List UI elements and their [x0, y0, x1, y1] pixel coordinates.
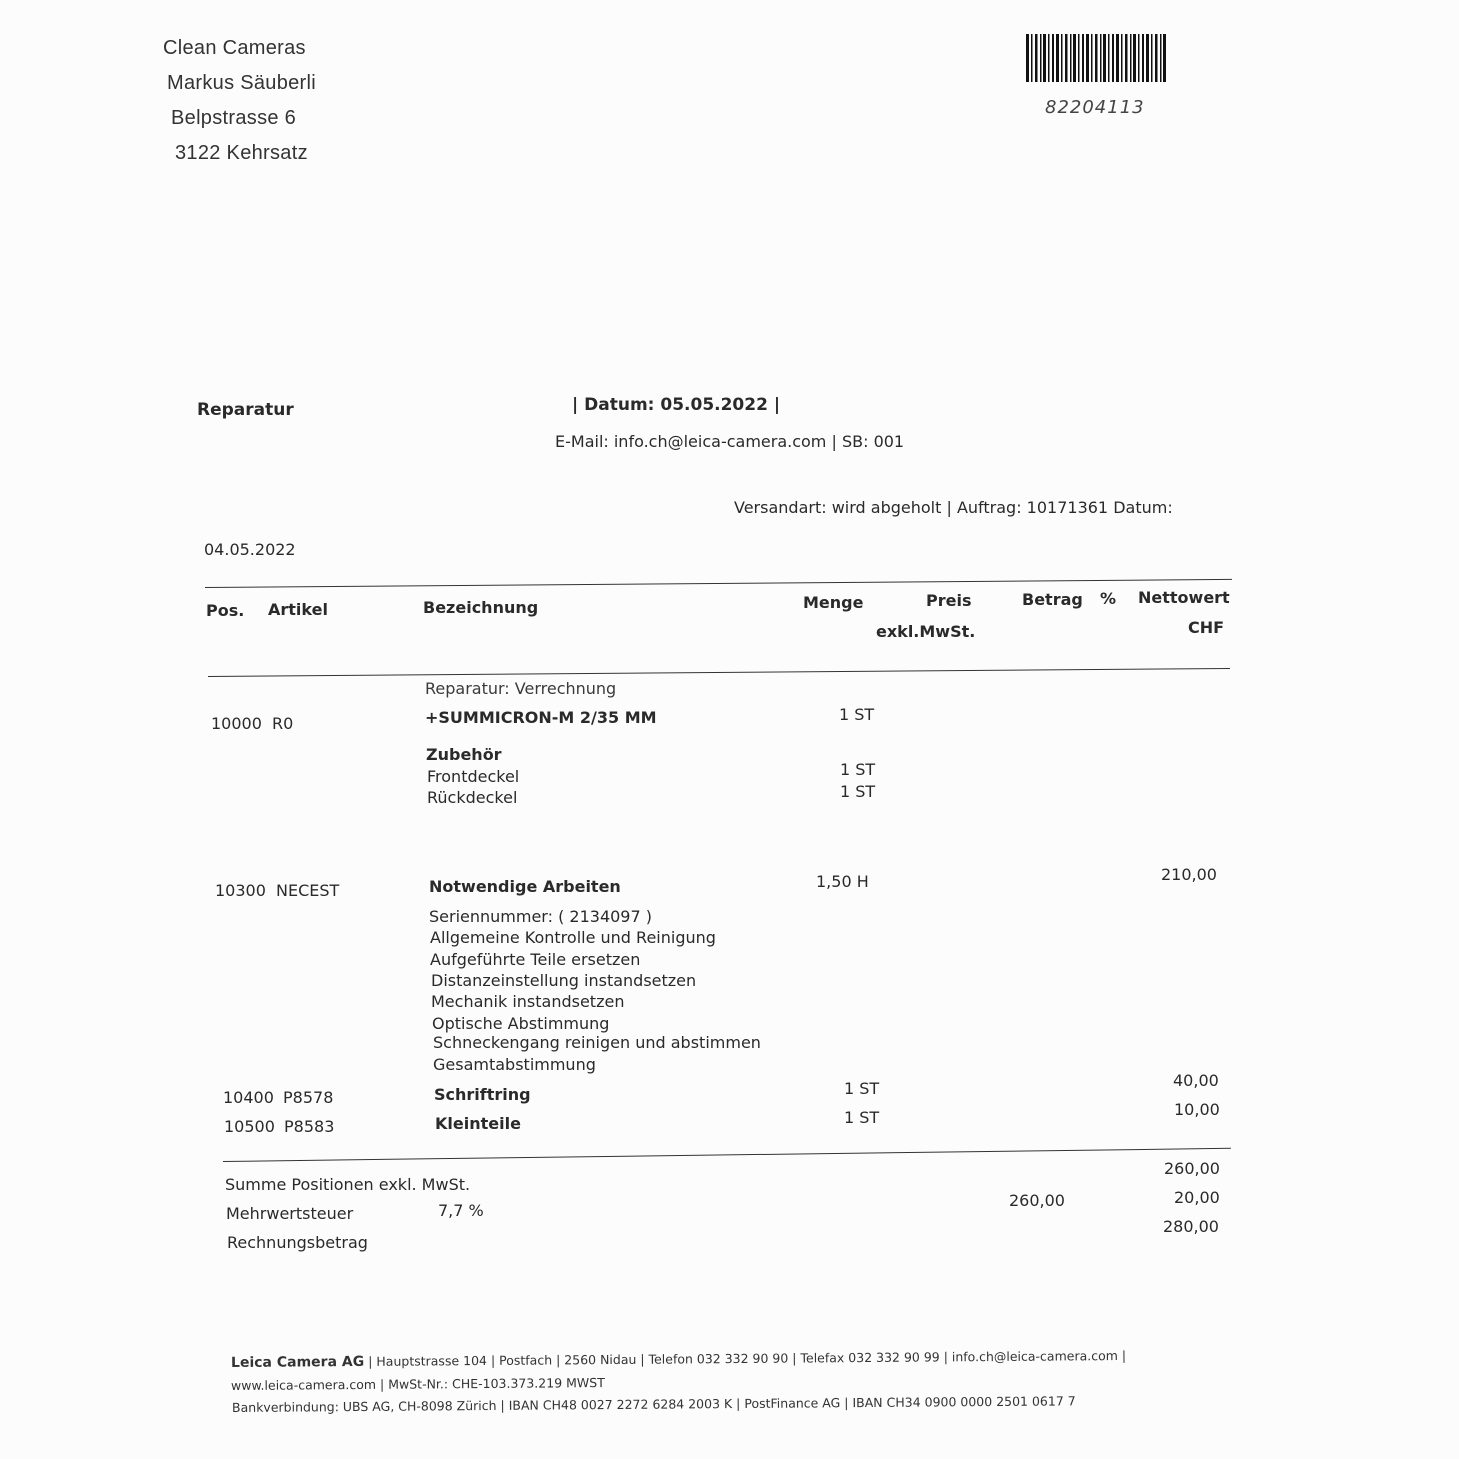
footer-address: | Hauptstrasse 104 | Postfach | 2560 Nidau | Telefon 032 332 90 90 | Telefax 032 332 90 99 | info.ch@leica-camera.com |	[368, 1347, 1127, 1369]
row2-menge: 1,50 H	[816, 872, 869, 891]
row1-menge: 1 ST	[839, 705, 875, 724]
address-street: Belpstrasse 6	[171, 107, 297, 129]
footer-line-3: Bankverbindung: UBS AG, CH-8098 Zürich | IBAN CH48 0027 2272 6284 2003 K | PostFinance AG | IBAN CH34 0900 0000 2501 0617 7	[231, 1393, 1076, 1415]
barcode	[1026, 34, 1166, 82]
col-pos: Pos.	[206, 601, 245, 620]
order-date: 04.05.2022	[204, 540, 296, 559]
col-preis-sub: exkl.MwSt.	[876, 622, 976, 641]
barcode-number: 82204113	[1045, 97, 1145, 118]
row3-pos: 10400	[223, 1088, 274, 1107]
table-top-rule	[205, 579, 1232, 588]
row2-detail-4: Distanzeinstellung instandsetzen	[431, 971, 697, 990]
row1-accessory-2: Rückdeckel	[427, 788, 518, 807]
row1-pre: Reparatur: Verrechnung	[425, 679, 617, 698]
sum-label: Summe Positionen exkl. MwSt.	[225, 1175, 471, 1194]
vat-base: 260,00	[1009, 1191, 1065, 1210]
vat-rate: 7,7 %	[438, 1201, 484, 1220]
document-date: | Datum: 05.05.2022 |	[572, 395, 781, 415]
total-value: 280,00	[1163, 1217, 1219, 1236]
col-preis: Preis	[926, 591, 972, 610]
row2-netto: 210,00	[1161, 865, 1217, 884]
row1-artikel: R0	[272, 714, 294, 733]
row4-title: Kleinteile	[435, 1114, 521, 1133]
row2-detail-1: Seriennummer: ( 2134097 )	[429, 907, 652, 926]
row3-netto: 40,00	[1173, 1071, 1219, 1090]
row2-detail-5: Mechanik instandsetzen	[431, 992, 625, 1011]
row2-detail-3: Aufgeführte Teile ersetzen	[430, 950, 641, 969]
col-nettowert: Nettowert	[1138, 588, 1230, 607]
row1-accessories-title: Zubehör	[426, 745, 502, 764]
col-betrag: Betrag	[1022, 590, 1083, 609]
sum-value: 260,00	[1164, 1159, 1220, 1178]
row1-title: +SUMMICRON-M 2/35 MM	[425, 708, 657, 727]
row4-pos: 10500	[224, 1117, 275, 1136]
footer-company: Leica Camera AG	[230, 1353, 365, 1371]
vat-label: Mehrwertsteuer	[226, 1204, 354, 1223]
footer-line-2: www.leica-camera.com | MwSt-Nr.: CHE-103.373.219 MWST	[230, 1375, 605, 1393]
row2-detail-2: Allgemeine Kontrolle und Reinigung	[430, 928, 716, 947]
row3-artikel: P8578	[283, 1088, 334, 1107]
shipping-line: Versandart: wird abgeholt | Auftrag: 10171361 Datum:	[734, 498, 1173, 517]
document-title: Reparatur	[197, 400, 294, 420]
col-menge: Menge	[803, 593, 864, 612]
row1-accessory-2-menge: 1 ST	[840, 782, 876, 801]
table-header-rule	[208, 668, 1230, 677]
row2-title: Notwendige Arbeiten	[429, 877, 621, 896]
contact-line: E-Mail: info.ch@leica-camera.com | SB: 001	[555, 432, 905, 451]
col-artikel: Artikel	[268, 600, 328, 619]
row2-detail-8: Gesamtabstimmung	[433, 1055, 596, 1074]
row4-menge: 1 ST	[844, 1108, 880, 1127]
col-currency: CHF	[1188, 618, 1225, 637]
row2-detail-7: Schneckengang reinigen und abstimmen	[433, 1033, 761, 1052]
row1-pos: 10000	[211, 714, 262, 733]
row2-artikel: NECEST	[276, 881, 340, 900]
total-label: Rechnungsbetrag	[227, 1233, 368, 1252]
vat-value: 20,00	[1174, 1188, 1220, 1207]
row3-menge: 1 ST	[844, 1079, 880, 1098]
col-percent: %	[1100, 589, 1117, 608]
address-city: 3122 Kehrsatz	[175, 142, 308, 164]
address-name: Markus Säuberli	[167, 72, 317, 94]
row2-detail-6: Optische Abstimmung	[432, 1014, 610, 1033]
col-bezeichnung: Bezeichnung	[423, 598, 539, 617]
address-company: Clean Cameras	[163, 37, 306, 59]
row1-accessory-1-menge: 1 ST	[840, 760, 876, 779]
row2-pos: 10300	[215, 881, 266, 900]
row4-artikel: P8583	[284, 1117, 335, 1136]
table-bottom-rule	[223, 1148, 1231, 1162]
row3-title: Schriftring	[434, 1085, 531, 1104]
footer-line-1	[231, 1348, 1126, 1371]
row1-accessory-1: Frontdeckel	[427, 767, 520, 786]
row4-netto: 10,00	[1174, 1100, 1220, 1119]
